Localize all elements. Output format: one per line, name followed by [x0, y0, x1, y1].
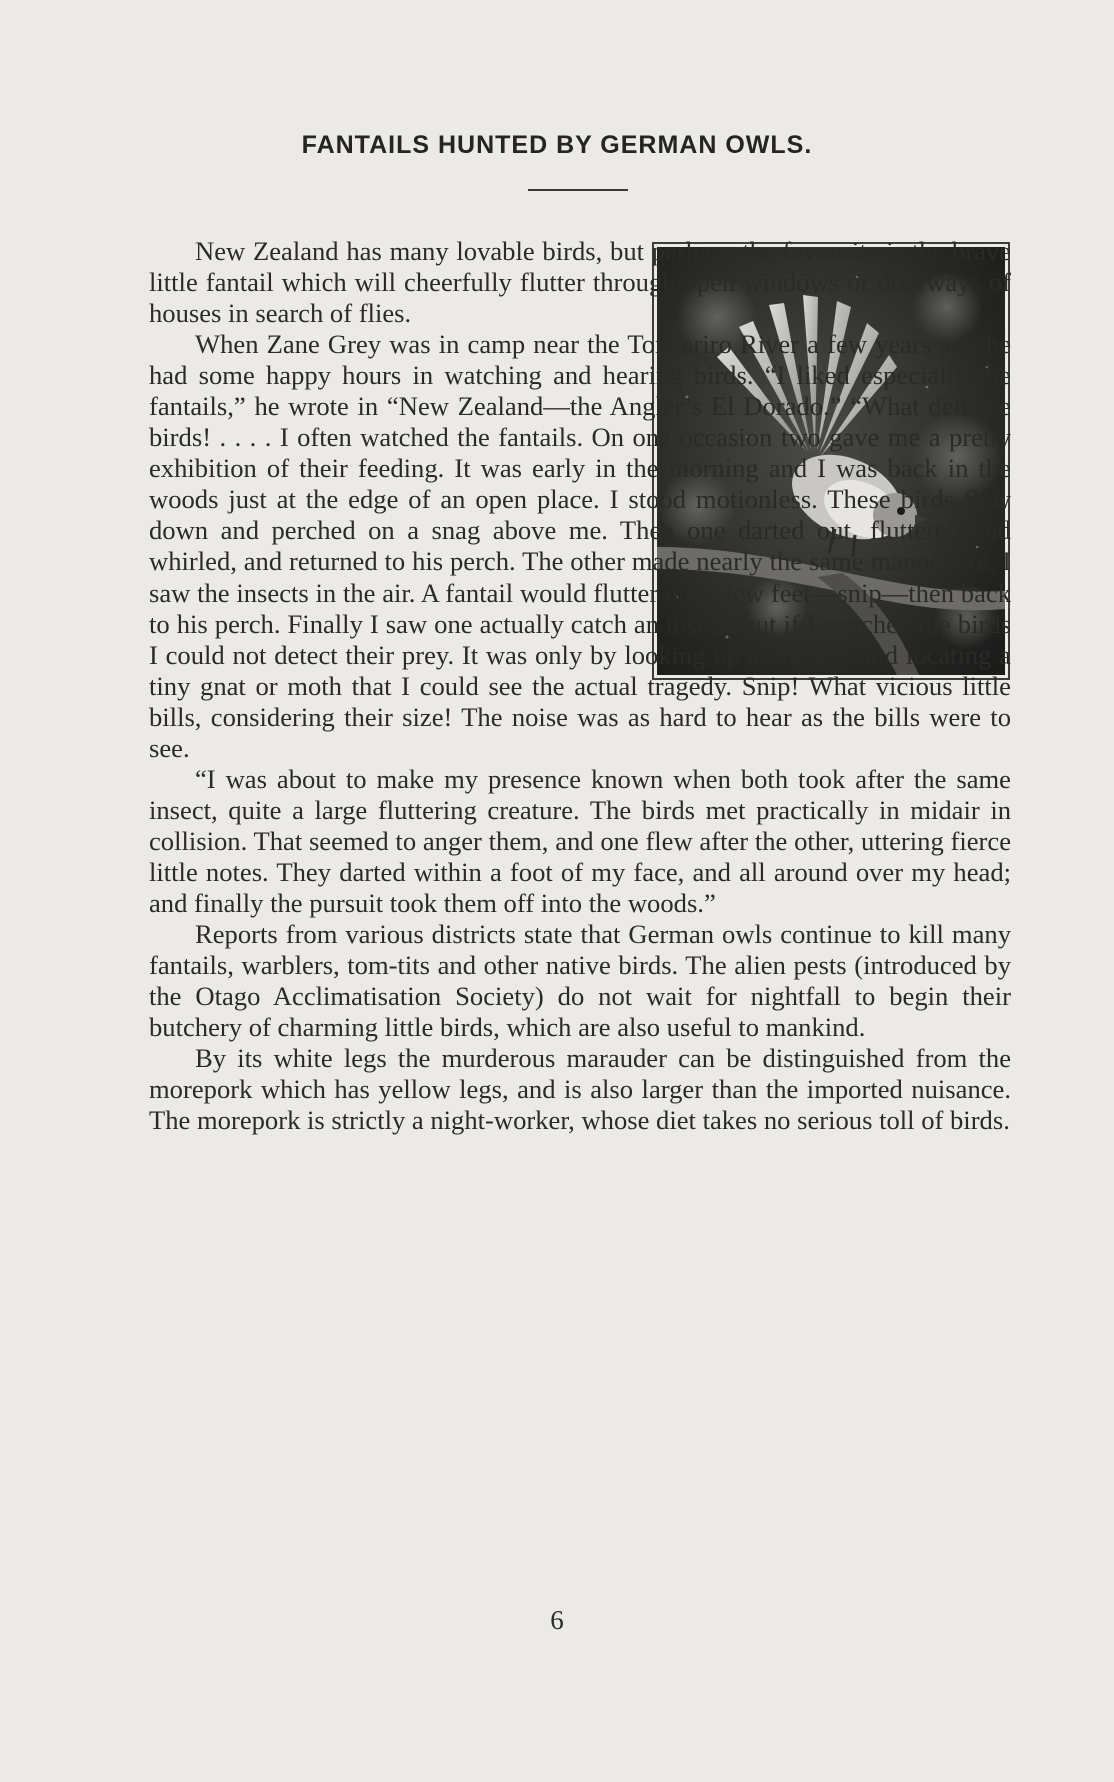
article-body [149, 236, 1011, 1136]
paragraph-1: New Zealand has many lovable birds, but perhaps the favourite is the brave little fantail which will cheerfully flutter through open windows or doorways of houses in search of flies. [149, 236, 1011, 329]
image-float-block [753, 733, 1011, 734]
paragraph-2: When Zane Grey was in camp near the Tongariro River a few years ago he had some happy hours in watching and hearing birds. “I liked especially the fantails,” he wrote in “New Zealand—the Angler’s El Dorado.” “What delicate birds! . . . . I often watched the fantails. On one occasion two gave me a pretty exhibition of their feeding. It was early in the morning and I was back in the woods just at the edge of an open place. I stood motionless. These birds flew down and perched on a snag above me. Then one darted out, fluttered and whirled, and returned to his perch. The other made nearly the same manoeuvre. I saw the insects in the air. A fantail would flutter out a few feet—snip—then back to his perch. Finally I saw one actually catch an insect; but if I watched the birds I could not detect their prey. It was only by looking up at the sky and locating a tiny gnat or moth that I could see the actual tragedy. Snip! What vicious little bills, considering their size! The noise was as hard to hear as the bills were to see. [149, 329, 1011, 763]
paragraph-3: “I was about to make my presence known when both took after the same insect, quite a large fluttering creature. The birds met practically in midair in collision. That seemed to anger them, and one flew after the other, uttering fierce little notes. They darted within a foot of my face, and all around over my head; and finally the pursuit took them off into the woods.” [149, 763, 1011, 918]
title-divider [528, 189, 628, 191]
page-number: 6 [550, 1605, 564, 1635]
article-title: FANTAILS HUNTED BY GERMAN OWLS. [301, 131, 813, 159]
paragraph-4: Reports from various districts state that German owls continue to kill many fantails, warblers, tom-tits and other native birds. The alien pests (introduced by the Otago Acclimatisation Society) do not wait for nightfall to begin their butchery of charming little birds, which are also useful to mankind. [149, 919, 1011, 1043]
paragraph-5: By its white legs the murderous marauder can be distinguished from the morepork which has yellow legs, and is also larger than the imported nuisance. The morepork is strictly a night-worker, whose diet takes no serious toll of birds. [149, 1043, 1011, 1136]
